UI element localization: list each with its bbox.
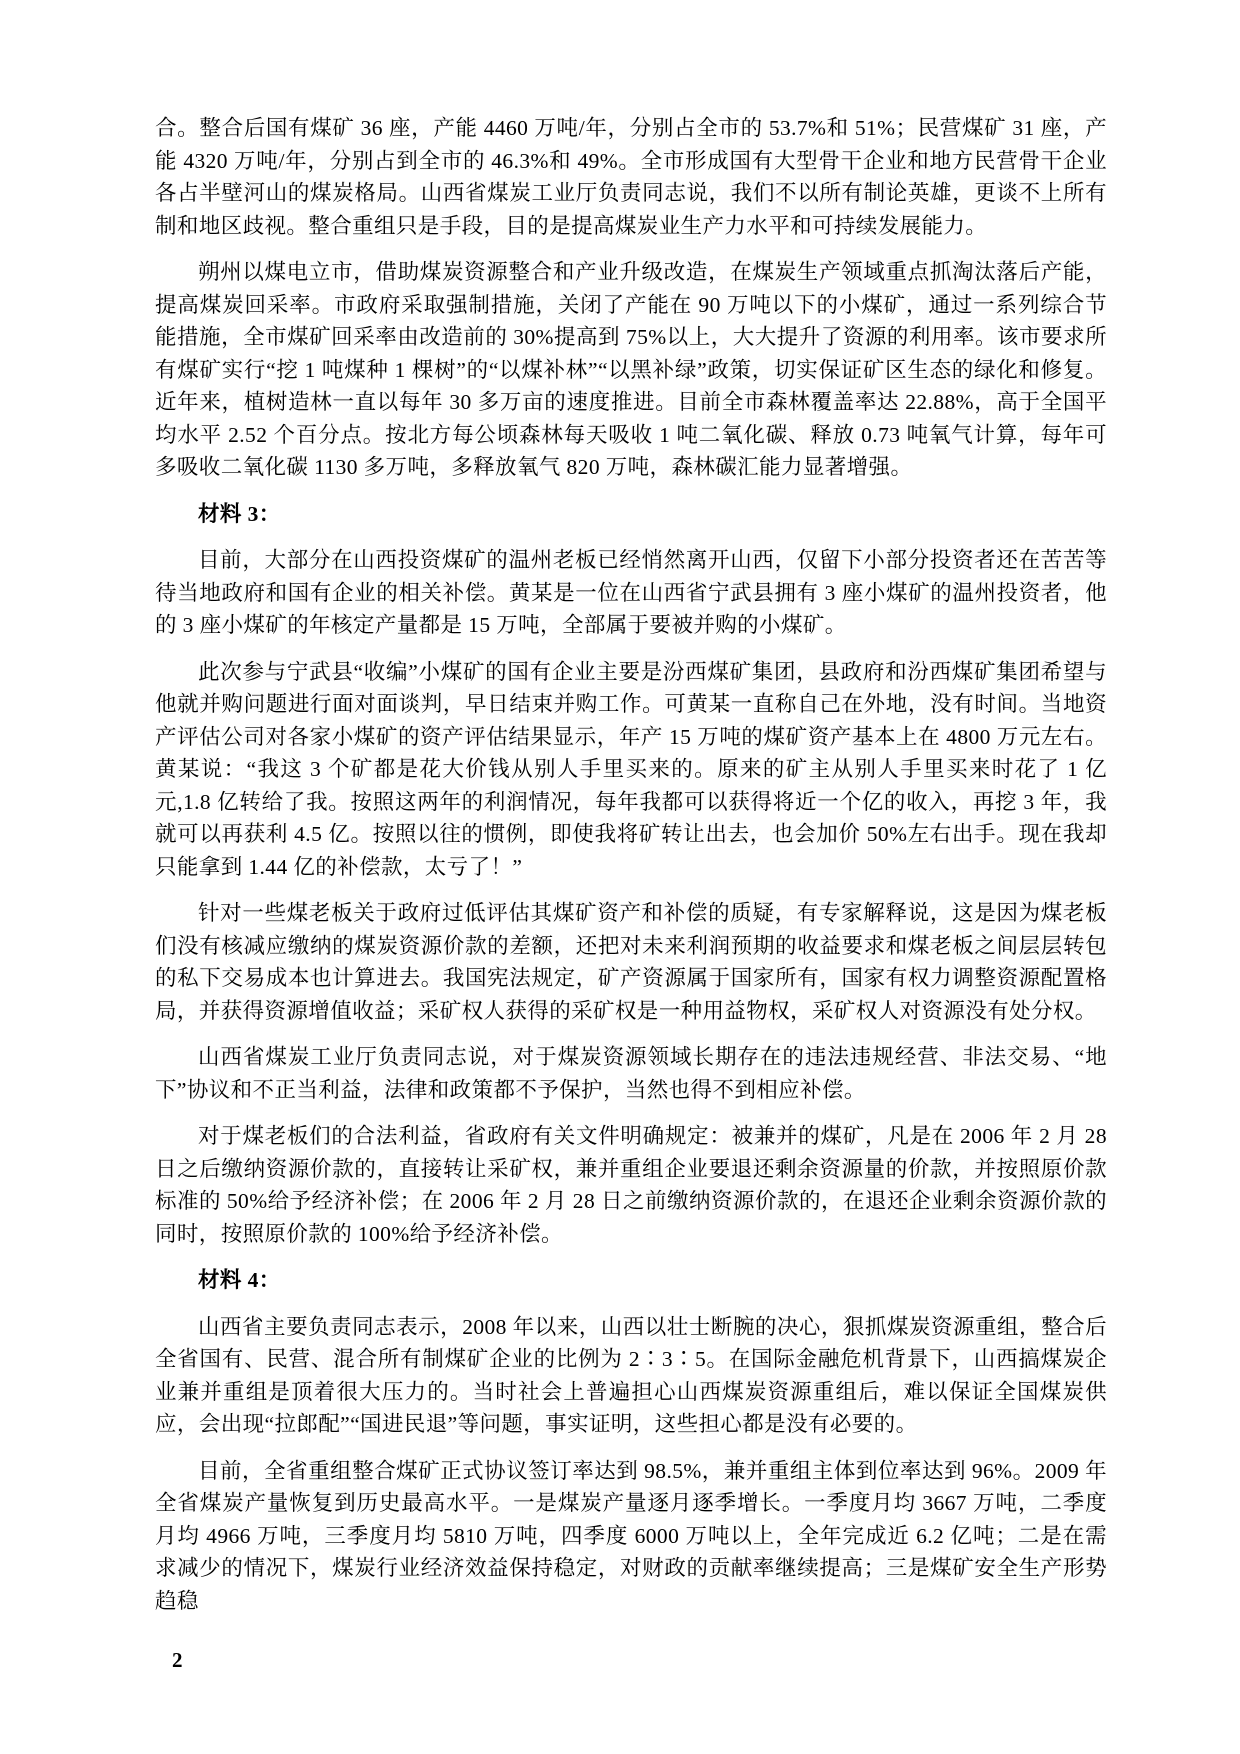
page-number: 2 bbox=[172, 1648, 183, 1672]
paragraph: 合。整合后国有煤矿 36 座，产能 4460 万吨/年，分别占全市的 53.7%和 51%；民营煤矿 31 座，产能 4320 万吨/年，分别占到全市的 46.3%和 49%。全市形成国有大型骨干企业和地方民营骨干企业各占半壁河山的煤炭格局。山西省煤炭工业厅负责同志说，我们不以所有制论英雄，更谈不上所有制和地区歧视。整合重组只是手段，目的是提高煤炭业生产力水平和可持续发展能力。 bbox=[155, 116, 1107, 238]
paragraph: 朔州以煤电立市，借助煤炭资源整合和产业升级改造，在煤炭生产领域重点抓淘汰落后产能，提高煤炭回采率。市政府采取强制措施，关闭了产能在 90 万吨以下的小煤矿，通过一系列综合节能措施，全市煤矿回采率由改造前的 30%提高到 75%以上，大大提升了资源的利用率。该市要求所有煤矿实行“挖 1 吨煤种 1 棵树”的“以煤补林”“以黑补绿”政策，切实保证矿区生态的绿化和修复。近年来，植树造林一直以每年 30 多万亩的速度推进。目前全市森林覆盖率达 22.88%，高于全国平均水平 2.52 个百分点。按北方每公顷森林每天吸收 1 吨二氧化碳、释放 0.73 吨氧气计算，每年可多吸收二氧化碳 1130 多万吨，多释放氧气 820 万吨，森林碳汇能力显著增强。 bbox=[155, 260, 1107, 479]
page-footer bbox=[172, 1648, 183, 1673]
paragraph: 此次参与宁武县“收编”小煤矿的国有企业主要是汾西煤矿集团，县政府和汾西煤矿集团希望与他就并购问题进行面对面谈判，早日结束并购工作。可黄某一直称自己在外地，没有时间。当地资产评估公司对各家小煤矿的资产评估结果显示，年产 15 万吨的煤矿资产基本上在 4800 万元左右。黄某说：“我这 3 个矿都是花大价钱从别人手里买来的。原来的矿主从别人手里买来时花了 1 亿元,1.8 亿转给了我。按照这两年的利润情况，每年我都可以获得将近一个亿的收入，再挖 3 年，我就可以再获利 4.5 亿。按照以往的惯例，即使我将矿转让出去，也会加价 50%左右出手。现在我却只能拿到 1.44 亿的补偿款，太亏了！” bbox=[155, 659, 1107, 879]
paragraph: 针对一些煤老板关于政府过低评估其煤矿资产和补偿的质疑，有专家解释说，这是因为煤老板们没有核减应缴纳的煤炭资源价款的差额，还把对未来利润预期的收益要求和煤老板之间层层转包的私下交易成本也计算进去。我国宪法规定，矿产资源属于国家所有，国家有权力调整资源配置格局，并获得资源增值收益；采矿权人获得的采矿权是一种用益物权，采矿权人对资源没有处分权。 bbox=[155, 901, 1107, 1023]
paragraph: 目前，全省重组整合煤矿正式协议签订率达到 98.5%，兼并重组主体到位率达到 96%。2009 年全省煤炭产量恢复到历史最高水平。一是煤炭产量逐月逐季增长。一季度月均 3667 万吨，二季度月均 4966 万吨，三季度月均 5810 万吨，四季度 6000 万吨以上，全年完成近 6.2 亿吨；二是在需求减少的情况下，煤炭行业经济效益保持稳定，对财政的贡献率继续提高；三是煤矿安全生产形势趋稳 bbox=[155, 1458, 1107, 1613]
document-body bbox=[155, 112, 1107, 1631]
paragraph: 山西省主要负责同志表示，2008 年以来，山西以壮士断腕的决心，狠抓煤炭资源重组，整合后全省国有、民营、混合所有制煤矿企业的比例为 2∶3∶5。在国际金融危机背景下，山西搞煤炭企业兼并重组是顶着很大压力的。当时社会上普遍担心山西煤炭资源重组后，难以保证全国煤炭供应，会出现“拉郎配”“国进民退”等问题，事实证明，这些担心都是没有必要的。 bbox=[155, 1314, 1107, 1436]
material-heading: 材料 4： bbox=[198, 1268, 281, 1292]
paragraph: 目前，大部分在山西投资煤矿的温州老板已经悄然离开山西，仅留下小部分投资者还在苦苦等待当地政府和国有企业的相关补偿。黄某是一位在山西省宁武县拥有 3 座小煤矿的温州投资者，他的 3 座小煤矿的年核定产量都是 15 万吨，全部属于要被并购的小煤矿。 bbox=[155, 548, 1107, 637]
material-heading: 材料 3： bbox=[198, 501, 281, 526]
paragraph: 山西省煤炭工业厅负责同志说，对于煤炭资源领域长期存在的违法违规经营、非法交易、“地下”协议和不正当利益，法律和政策都不予保护，当然也得不到相应补偿。 bbox=[155, 1045, 1107, 1102]
paragraph: 对于煤老板们的合法利益，省政府有关文件明确规定：被兼并的煤矿，凡是在 2006 年 2 月 28 日之后缴纳资源价款的，直接转让采矿权，兼并重组企业要退还剩余资源量的价款，并按照原价款标准的 50%给予经济补偿；在 2006 年 2 月 28 日之前缴纳资源价款的，在退还企业剩余资源价款的同时，按照原价款的 100%给予经济补偿。 bbox=[155, 1124, 1107, 1246]
